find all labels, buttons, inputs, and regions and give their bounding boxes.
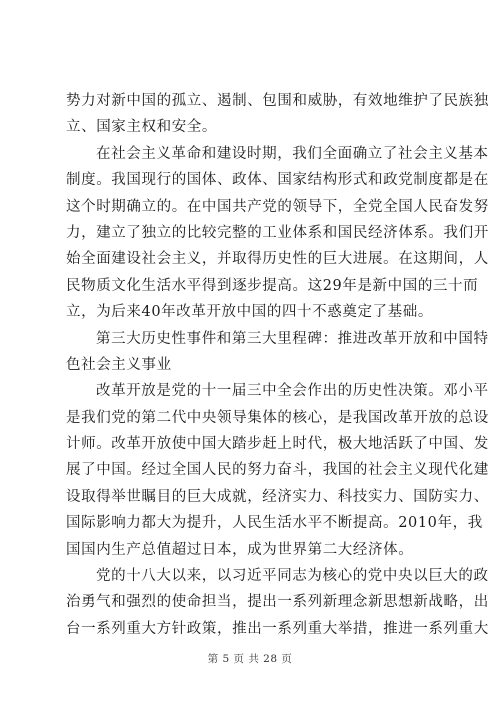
text-line: 治勇气和强烈的使命担当，提出一系列新理念新思想新战略，出 — [66, 594, 489, 611]
paragraph-start-line: 党的十八大以来，以习近平同志为核心的党中央以巨大的政 — [96, 568, 489, 585]
text-line: 设取得举世瞩目的巨大成就，经济实力、科技实力、国防实力、 — [66, 488, 489, 505]
text-line: 展了中国。经过全国人民的努力奋斗，我国的社会主义现代化建 — [66, 462, 489, 479]
text-line: 是我们党的第二代中央领导集体的核心，是我国改革开放的总设 — [66, 409, 489, 426]
page-number-footer: 第 5 页 共 28 页 — [207, 653, 293, 665]
text-line: 国国内生产总值超过日本，成为世界第二大经济体。 — [66, 541, 414, 558]
text-line: 始全面建设社会主义，并取得历史性的巨大进展。在这期间，人 — [66, 251, 489, 268]
text-line: 力，建立了独立的比较完整的工业体系和国民经济体系。我们开 — [66, 224, 489, 241]
text-line: 民物质文化生活水平得到逐步提高。这29年是新中国的三十而 — [66, 277, 479, 294]
text-line: 立、国家主权和安全。 — [66, 119, 217, 136]
text-line: 计师。改革开放使中国大踏步赶上时代，极大地活跃了中国、发 — [66, 436, 489, 453]
section-heading-line: 色社会主义事业 — [66, 356, 172, 373]
text-line: 台一系列重大方针政策，推出一系列重大举措，推进一系列重大 — [66, 620, 489, 637]
paragraph-start-line: 在社会主义革命和建设时期，我们全面确立了社会主义基本 — [96, 145, 489, 162]
text-line: 势力对新中国的孤立、遏制、包围和威胁，有效地维护了民族独 — [66, 93, 489, 109]
document-body — [66, 88, 489, 642]
paragraph-start-line: 改革开放是党的十一届三中全会作出的历史性决策。邓小平 — [96, 383, 489, 400]
text-line: 国际影响力都大为提升，人民生活水平不断提高。2010年，我 — [66, 515, 483, 532]
text-line: 制度。我国现行的国体、政体、国家结构形式和政党制度都是在 — [66, 172, 489, 189]
section-heading-line: 第三大历史性事件和第三大里程碑：推进改革开放和中国特 — [96, 330, 489, 347]
text-line: 这个时期确立的。在中国共产党的领导下，全党全国人民奋发努 — [66, 198, 489, 215]
text-line: 立，为后来40年改革开放中国的四十不惑奠定了基础。 — [66, 304, 433, 321]
